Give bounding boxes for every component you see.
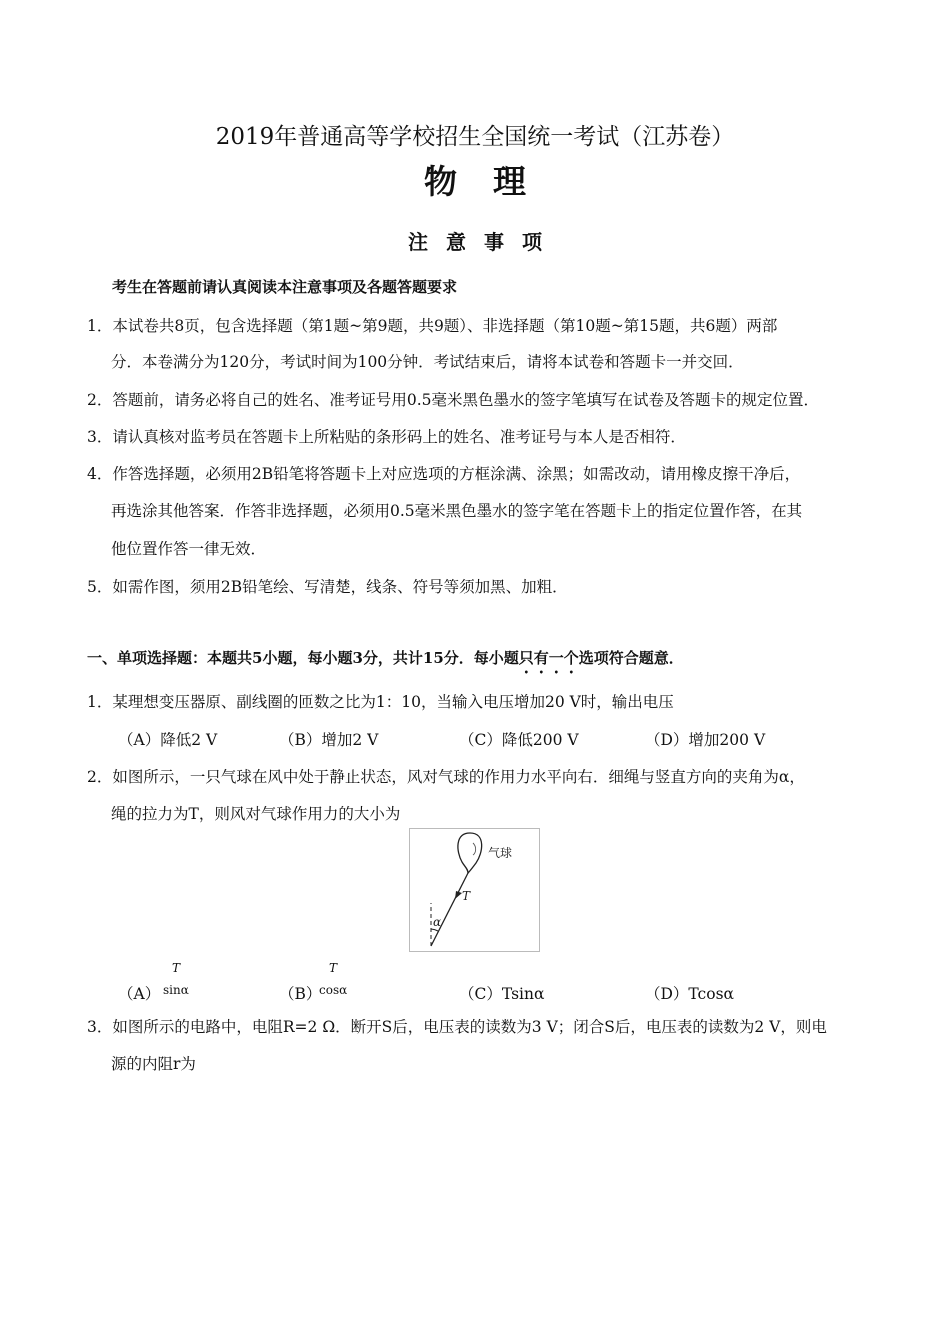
question-number: 1． xyxy=(87,693,113,711)
notice-item-line: 再选涂其他答案．作答非选择题，必须用0.5毫米黑色墨水的签字笔在答题卡上的指定位置作答，在其 xyxy=(111,502,803,520)
notice-item-line: 请认真核对监考员在答题卡上所粘贴的条形码上的姓名、准考证号与本人是否相符． xyxy=(112,428,686,446)
option-a: （A）降低2 V xyxy=(118,731,218,749)
notice-item-line: 他位置作答一律无效． xyxy=(111,540,267,558)
option-c: （C）降低200 V xyxy=(459,731,579,749)
tension-arrow xyxy=(455,891,462,899)
notice-title: 注意事项 xyxy=(408,230,560,254)
question-3 xyxy=(87,1015,827,1037)
notice-item-line: 分．本卷满分为120分，考试时间为100分钟．考试结束后，请将本试卷和答题卡一并交回． xyxy=(111,353,744,371)
section-heading xyxy=(87,647,684,677)
notice-item-number: 1． xyxy=(87,317,113,335)
notice-item-4 xyxy=(87,462,800,484)
balloon-highlight xyxy=(473,843,476,855)
balloon-diagram xyxy=(410,829,539,951)
notice-item-3 xyxy=(87,425,686,447)
notice-item-line: 作答选择题，必须用2B铅笔将答题卡上对应选项的方框涂满、涂黑；如需改动，请用橡皮擦干净后， xyxy=(112,465,801,483)
section-heading-text: 一、单项选择题：本题共5小题，每小题3分，共计15分．每小题 xyxy=(87,649,519,667)
angle-label: α xyxy=(433,915,442,929)
option-a-numerator: T xyxy=(172,961,181,975)
question-text: 某理想变压器原、副线圈的匝数之比为1：10，当输入电压增加20 V时，输出电压 xyxy=(112,693,674,711)
notice-item-number: 5． xyxy=(87,578,113,596)
question-text: 绳的拉力为T，则风对气球作用力的大小为 xyxy=(111,805,401,823)
option-b-denominator: cosα xyxy=(319,983,348,997)
option-a-denominator: sinα xyxy=(163,983,189,997)
section-heading-text: 选项符合题意． xyxy=(578,649,684,667)
option-a-label: （A） xyxy=(118,985,161,1003)
question-number: 2． xyxy=(87,768,113,786)
notice-item-line: 答题前，请务必将自己的姓名、准考证号用0.5毫米黑色墨水的签字笔填写在试卷及答题卡的规定位置． xyxy=(112,391,820,409)
question-text: 源的内阻r为 xyxy=(111,1055,196,1073)
option-d: （D）Tcosα xyxy=(645,985,734,1003)
section-heading-emphasis: 只有一个 xyxy=(518,649,579,667)
question-1 xyxy=(87,690,674,712)
option-c: （C）Tsinα xyxy=(459,985,545,1003)
notice-item-1 xyxy=(87,314,777,336)
balloon-shape xyxy=(458,833,482,873)
question-number: 3． xyxy=(87,1018,113,1036)
option-b-label: （B） xyxy=(279,985,322,1003)
option-b: （B）增加2 V xyxy=(279,731,379,749)
exam-title: 2019年普通高等学校招生全国统一考试（江苏卷） xyxy=(215,124,735,150)
notice-item-line: 如需作图，须用2B铅笔绘、写清楚，线条、符号等须加黑、加粗． xyxy=(112,578,568,596)
question-2 xyxy=(87,765,805,787)
notice-intro: 考生在答题前请认真阅读本注意事项及各题答题要求 xyxy=(112,278,458,296)
subject-title: 物理 xyxy=(424,162,562,201)
option-d: （D）增加200 V xyxy=(645,731,766,749)
option-b-numerator: T xyxy=(329,961,338,975)
tension-label: T xyxy=(462,889,471,903)
notice-item-number: 4． xyxy=(87,465,113,483)
balloon-label: 气球 xyxy=(488,846,513,860)
balloon-figure xyxy=(409,828,540,952)
rope-line xyxy=(431,873,468,946)
notice-item-line: 本试卷共8页，包含选择题（第1题~第9题，共9题）、非选择题（第10题~第15题，共6题）两部 xyxy=(112,317,778,335)
question-text: 如图所示，一只气球在风中处于静止状态，风对气球的作用力水平向右．细绳与竖直方向的夹角为α， xyxy=(112,768,805,786)
angle-arc xyxy=(431,929,438,931)
notice-item-2 xyxy=(87,388,819,410)
notice-item-number: 2． xyxy=(87,391,113,409)
question-text: 如图所示的电路中，电阻R=2 Ω．断开S后，电压表的读数为3 V；闭合S后，电压表的读数为2 V，则电 xyxy=(112,1018,827,1036)
notice-item-5 xyxy=(87,575,568,597)
notice-item-number: 3． xyxy=(87,428,113,446)
